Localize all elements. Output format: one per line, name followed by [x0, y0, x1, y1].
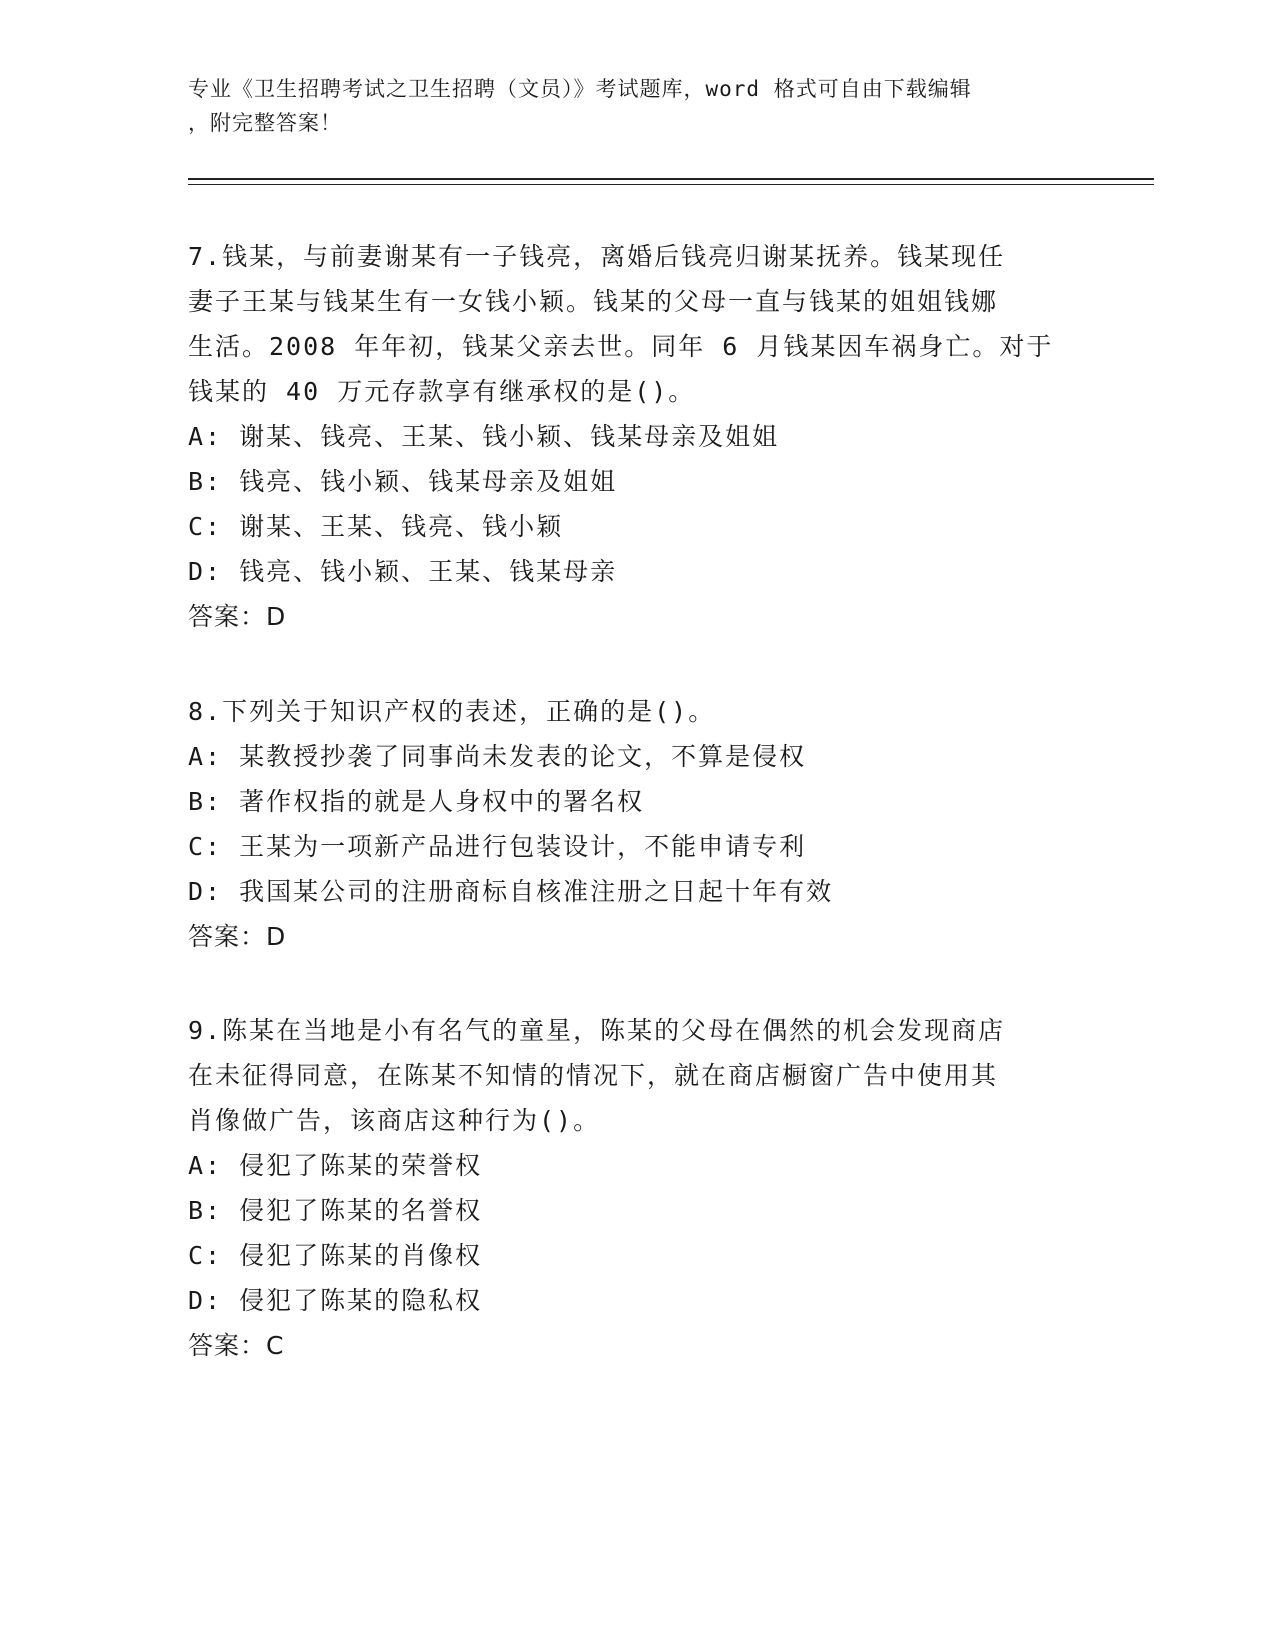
stem-line: 在未征得同意，在陈某不知情的情况下，就在商店橱窗广告中使用其	[188, 1061, 999, 1090]
option-d: D: 我国某公司的注册商标自核准注册之日起十年有效	[188, 877, 834, 906]
stem-line: 生活。2008 年年初，钱某父亲去世。同年 6 月钱某因车祸身亡。对于	[188, 332, 1054, 361]
header-divider-thick	[188, 178, 1154, 180]
document-header	[188, 72, 1088, 140]
answer-line: 答案：D	[188, 922, 287, 951]
header-divider-thin	[188, 184, 1154, 185]
stem-line: 7.钱某，与前妻谢某有一子钱亮，离婚后钱亮归谢某抚养。钱某现任	[188, 242, 1006, 271]
stem-line: 钱某的 40 万元存款享有继承权的是()。	[188, 377, 696, 406]
option-d: D: 钱亮、钱小颖、王某、钱某母亲	[188, 557, 618, 586]
stem-line: 妻子王某与钱某生有一女钱小颖。钱某的父母一直与钱某的姐姐钱娜	[188, 287, 999, 316]
answer-line: 答案：C	[188, 1331, 285, 1360]
option-a: A: 某教授抄袭了同事尚未发表的论文，不算是侵权	[188, 742, 807, 771]
option-d: D: 侵犯了陈某的隐私权	[188, 1286, 483, 1315]
question-stem	[188, 234, 1088, 414]
question-stem	[188, 1008, 1088, 1143]
option-a: A: 谢某、钱亮、王某、钱小颖、钱某母亲及姐姐	[188, 422, 780, 451]
stem-line: 8.下列关于知识产权的表述，正确的是()。	[188, 697, 716, 726]
option-c: C: 王某为一项新产品进行包装设计，不能申请专利	[188, 832, 807, 861]
question-stem	[188, 689, 1088, 734]
header-line-1: 专业《卫生招聘考试之卫生招聘（文员）》考试题库，word 格式可自由下载编辑	[188, 77, 972, 101]
question-7	[188, 234, 1088, 639]
option-b: B: 侵犯了陈某的名誉权	[188, 1196, 483, 1225]
question-8	[188, 689, 1088, 959]
option-b: B: 著作权指的就是人身权中的署名权	[188, 787, 645, 816]
option-b: B: 钱亮、钱小颖、钱某母亲及姐姐	[188, 467, 618, 496]
stem-line: 9.陈某在当地是小有名气的童星，陈某的父母在偶然的机会发现商店	[188, 1016, 1006, 1045]
answer-line: 答案：D	[188, 602, 287, 631]
option-a: A: 侵犯了陈某的荣誉权	[188, 1151, 483, 1180]
stem-line: 肖像做广告，该商店这种行为()。	[188, 1106, 601, 1135]
question-9	[188, 1008, 1088, 1368]
option-c: C: 谢某、王某、钱亮、钱小颖	[188, 512, 564, 541]
option-c: C: 侵犯了陈某的肖像权	[188, 1241, 483, 1270]
header-line-2: ，附完整答案！	[188, 111, 342, 135]
